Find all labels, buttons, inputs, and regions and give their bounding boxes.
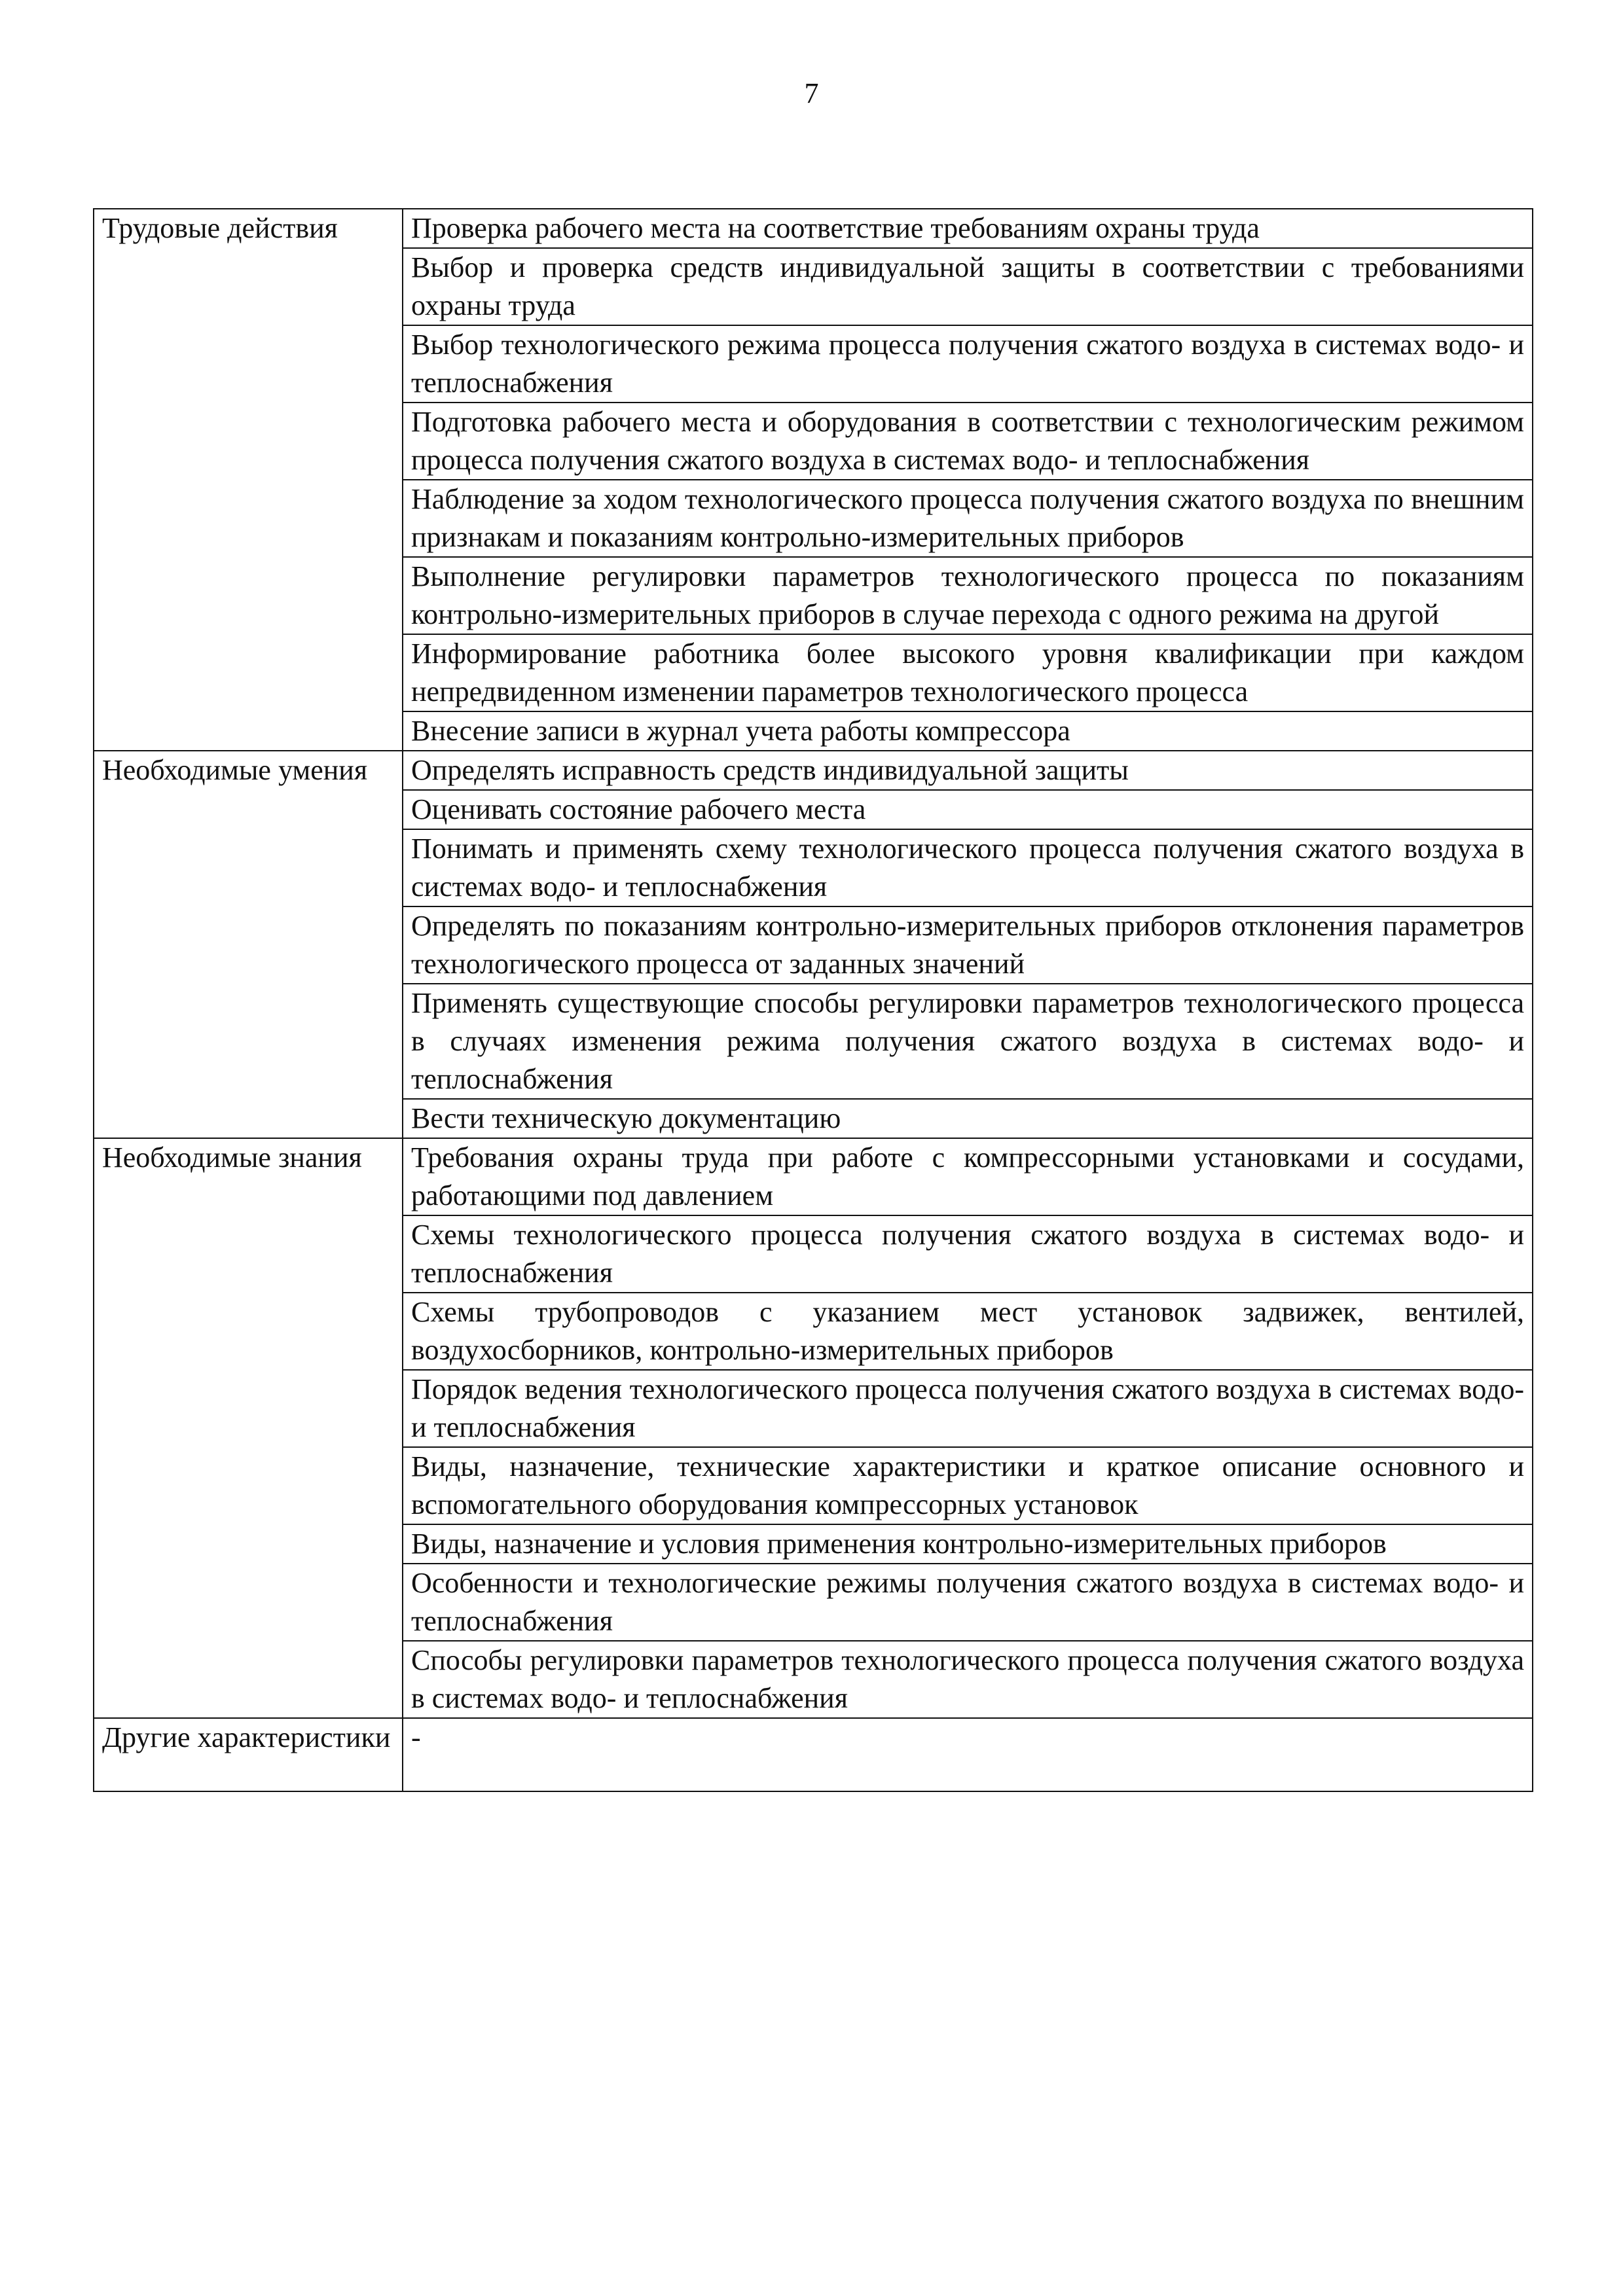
characteristics-table-body <box>94 209 1533 1791</box>
table-row <box>94 751 1533 790</box>
section-item: Информирование работника более высокого уровня квалификации при каждом непредвиденном изменении параметров технологического процесса <box>403 634 1533 711</box>
section-item: Проверка рабочего места на соответствие требованиям охраны труда <box>403 209 1533 248</box>
page-number: 7 <box>804 77 819 109</box>
section-item: Вести техническую документацию <box>403 1099 1533 1138</box>
section-title-required-skills: Необходимые умения <box>94 751 403 1138</box>
section-item: Схемы трубопроводов с указанием мест установок задвижек, вентилей, воздухосборников, контрольно-измерительных приборов <box>403 1293 1533 1370</box>
section-item: Способы регулировки параметров технологического процесса получения сжатого воздуха в системах водо- и теплоснабжения <box>403 1641 1533 1718</box>
table-row <box>94 1718 1533 1791</box>
section-title-other-characteristics: Другие характеристики <box>94 1718 403 1791</box>
section-item: Подготовка рабочего места и оборудования в соответствии с технологическим режимом процесса получения сжатого воздуха в системах водо- и теплоснабжения <box>403 403 1533 480</box>
section-item: Оценивать состояние рабочего места <box>403 790 1533 829</box>
section-item: Выбор и проверка средств индивидуальной защиты в соответствии с требованиями охраны труда <box>403 248 1533 325</box>
section-item: Применять существующие способы регулировки параметров технологического процесса в случаях изменения режима получения сжатого воздуха в системах водо- и теплоснабжения <box>403 984 1533 1099</box>
section-item: Требования охраны труда при работе с компрессорными установками и сосудами, работающими под давлением <box>403 1138 1533 1215</box>
section-item: Наблюдение за ходом технологического процесса получения сжатого воздуха по внешним признакам и показаниям контрольно-измерительных приборов <box>403 480 1533 557</box>
section-item: Виды, назначение, технические характеристики и краткое описание основного и вспомогательного оборудования компрессорных установок <box>403 1447 1533 1524</box>
section-item: Внесение записи в журнал учета работы компрессора <box>403 711 1533 751</box>
table-row <box>94 209 1533 248</box>
section-title-required-knowledge: Необходимые знания <box>94 1138 403 1718</box>
section-item: Выполнение регулировки параметров технологического процесса по показаниям контрольно-измерительных приборов в случае перехода с одного режима на другой <box>403 557 1533 634</box>
section-item: Виды, назначение и условия применения контрольно-измерительных приборов <box>403 1524 1533 1564</box>
section-item: Выбор технологического режима процесса получения сжатого воздуха в системах водо- и теплоснабжения <box>403 325 1533 403</box>
section-item: Определять исправность средств индивидуальной защиты <box>403 751 1533 790</box>
characteristics-table <box>93 208 1533 1792</box>
section-title-labor-actions: Трудовые действия <box>94 209 403 751</box>
section-item: Порядок ведения технологического процесса получения сжатого воздуха в системах водо- и теплоснабжения <box>403 1370 1533 1447</box>
table-row <box>94 1138 1533 1215</box>
section-item: Определять по показаниям контрольно-измерительных приборов отклонения параметров технологического процесса от заданных значений <box>403 906 1533 984</box>
section-item: Понимать и применять схему технологического процесса получения сжатого воздуха в системах водо- и теплоснабжения <box>403 829 1533 906</box>
section-item: Особенности и технологические режимы получения сжатого воздуха в системах водо- и теплоснабжения <box>403 1564 1533 1641</box>
section-item: Схемы технологического процесса получения сжатого воздуха в системах водо- и теплоснабжения <box>403 1215 1533 1293</box>
section-item: - <box>403 1718 1533 1791</box>
